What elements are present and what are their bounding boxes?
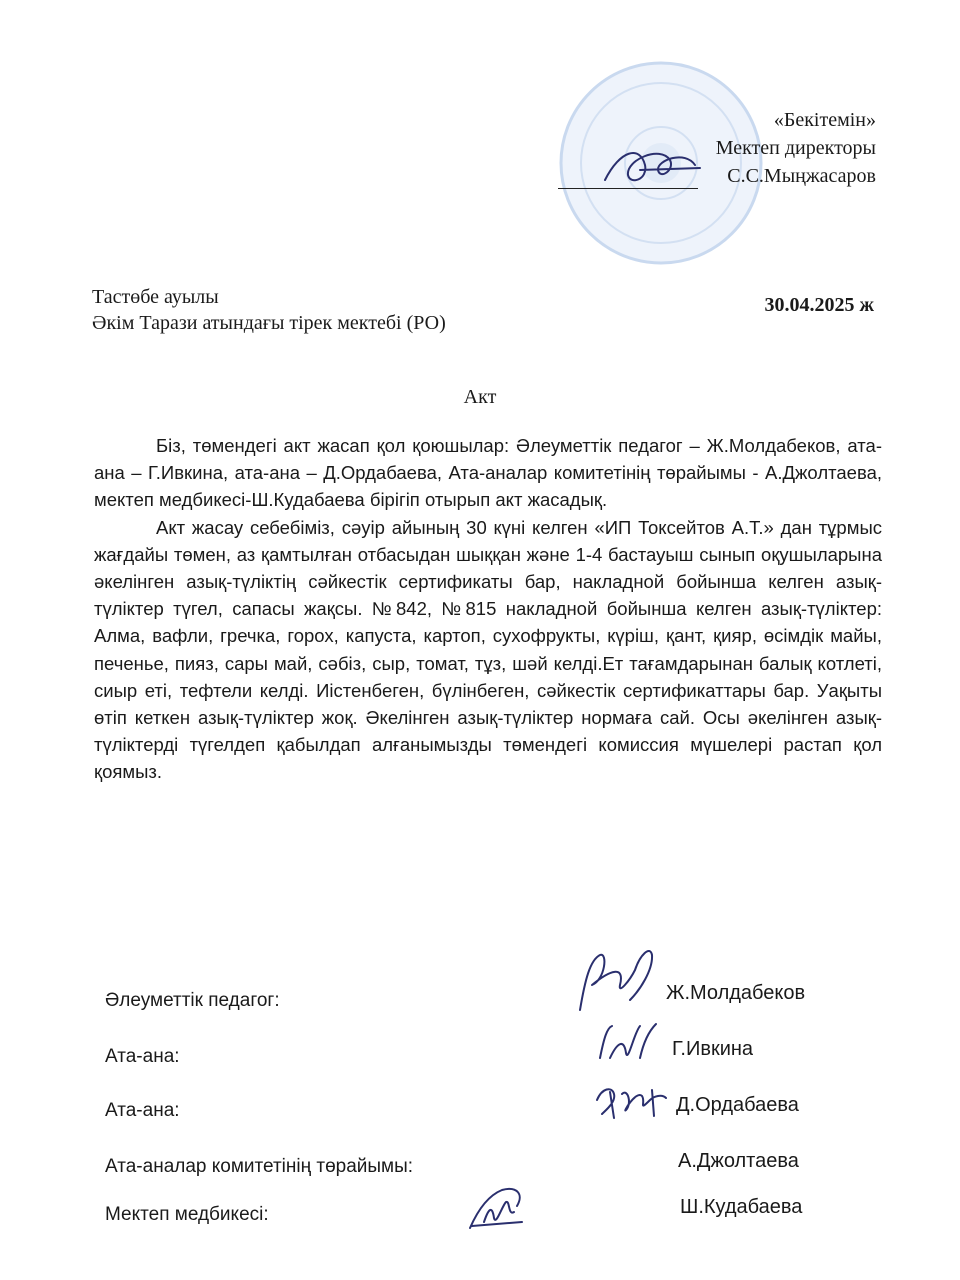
act-date: 30.04.2025 ж [764, 294, 874, 316]
signature-name-3: Д.Ордабаева [676, 1094, 799, 1116]
signature-name-5: Ш.Кудабаева [680, 1196, 803, 1218]
body-paragraph-2: Акт жасау себебіміз, сәуір айының 30 күні келген «ИП Токсейтов А.Т.» дан тұрмыс жағдайы төмен, аз қамтылған отбасыдан шыққан және 1-4 бастауыш сынып оқушыларына әкелінген азық-түліктің сәйкестік сертификаты бар, накладной бойынша келген азық-түліктер түгел, сапасы жақсы. №842, №815 накладной бойынша келген азық-түліктер: Алма, вафли, гречка, горох, капуста, картоп, сухофрукты, күріш, қант, қияр, өсімдік майы, печенье, пияз, сары май, сәбіз, сыр, томат, тұз, шәй келді.Ет тағамдарынан балық котлеті, сиыр еті, тефтели келді. Иістенбеген, бүлінбеген, сәйкестік сертификаттары бар. Уақыты өтіп кеткен азық-түліктер жоқ. Әкелінген азық-түліктер нормаға сай. Осы әкелінген азық-түліктерді түгелдеп қабылдап алғанымызды төмендегі комиссия мүшелері растап қол қоямыз. [94, 516, 882, 783]
director-signature [600, 140, 710, 195]
signature-moldabekov [570, 940, 660, 1015]
approval-label: «Бекітемін» [773, 109, 876, 131]
signature-role-4: Ата-аналар комитетінің төрайымы: [105, 1156, 414, 1177]
document-title: Акт [463, 386, 497, 408]
signature-role-5: Мектеп медбикесі: [105, 1204, 269, 1225]
school-name: Әкім Тарази атындағы тірек мектебі (РО) [92, 312, 446, 334]
signature-name-2: Г.Ивкина [672, 1038, 754, 1060]
signature-name-1: Ж.Молдабеков [666, 982, 806, 1004]
signature-kudabaeva [462, 1182, 530, 1234]
village-name: Тастөбе ауылы [92, 286, 219, 308]
signature-role-3: Ата-ана: [105, 1100, 180, 1121]
signature-role-2: Ата-ана: [105, 1046, 180, 1067]
signature-name-4: А.Джолтаева [678, 1150, 799, 1172]
director-signature-line [558, 188, 698, 189]
document-body [94, 432, 882, 786]
signature-ivkina [592, 1018, 662, 1066]
director-title: Мектеп директоры [715, 137, 876, 159]
signature-role-1: Әлеуметтік педагог: [105, 990, 280, 1011]
body-paragraph-1: Біз, төмендегі акт жасап қол қоюшылар: Әлеуметтік педагог – Ж.Молдабеков, ата-ана – Г.Ивкина, ата-ана – Д.Ордабаева, Ата-аналар комитетінің төрайымы - А.Джолтаева, мектеп медбикесі-Ш.Кудабаева бірігіп отырып акт жасадық. [94, 435, 882, 511]
signature-ordabaeva [592, 1080, 670, 1124]
director-name: С.С.Мыңжасаров [727, 165, 876, 187]
